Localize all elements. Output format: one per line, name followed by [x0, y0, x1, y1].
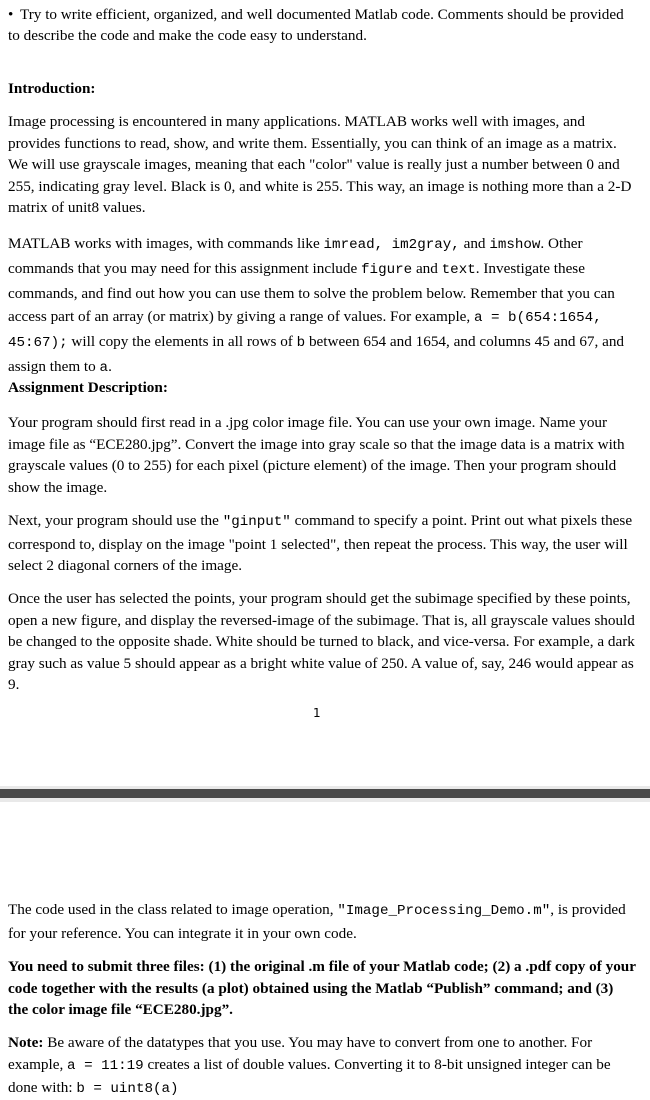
- text-run: The code used in the class related to image operation,: [8, 901, 338, 918]
- note-block: [8, 1032, 636, 1100]
- text-run: will copy the elements in all rows of: [67, 333, 297, 350]
- code-figure: figure: [361, 262, 413, 278]
- text-run: .: [108, 358, 112, 375]
- code-imread-im2gray: imread, im2gray,: [323, 237, 460, 253]
- intro-section: [8, 78, 636, 100]
- text-run: Next, your program should use the: [8, 512, 223, 529]
- assignment-section: [8, 377, 636, 399]
- intro-heading: Introduction:: [8, 80, 96, 97]
- page2-paragraph-1-block: [8, 899, 636, 944]
- bullet-item: [8, 4, 628, 46]
- intro-paragraph-1: Image processing is encountered in many applications. MATLAB works well with images, and provides functions to read, show, and write them. Essentially, you can think of an image as a matrix. We will use grayscale images, meaning that each "color" value is really just a number between 0 and 255, indicating gray level. Black is 0, and white is 255. This way, an image is nothing more than a 2-D matrix of unit8 values.: [8, 113, 632, 216]
- note-paragraph: [8, 1032, 636, 1100]
- assignment-paragraph-1: Your program should first read in a .jpg color image file. You can use your own image. Name your image file as “ECE280.jpg”. Convert the image into gray scale so that the image data is a matrix with grayscale values (0 to 255) for each pixel (picture element) of the image. Then your program should show the image.: [8, 414, 625, 496]
- page-number: 1: [313, 706, 321, 720]
- code-a-range: a = 11:19: [67, 1058, 144, 1074]
- text-run: Be aware of the datatypes that you use. You may have to convert from one to another. For example,: [8, 1034, 593, 1073]
- assignment-heading: Assignment Description:: [8, 379, 168, 396]
- bullet-dot: •: [8, 6, 14, 23]
- assignment-paragraph-1-block: [8, 412, 636, 498]
- code-uint8: b = uint8(a): [76, 1081, 179, 1097]
- page2-paragraph-1: [8, 899, 636, 944]
- code-imshow: imshow: [489, 237, 541, 253]
- page-divider: [0, 786, 650, 802]
- assignment-paragraph-2-block: [8, 510, 636, 577]
- intro-paragraph-2-block: [8, 232, 636, 380]
- code-b: b: [296, 335, 306, 351]
- code-array-slice: a = b(654:1654, 45:67);: [8, 310, 602, 351]
- text-run: , is provided for your reference. You can integrate it in your own code.: [8, 901, 626, 942]
- assignment-paragraph-3-block: [8, 588, 636, 696]
- page-divider-bar: [0, 789, 650, 798]
- bullet-text: Try to write efficient, organized, and well documented Matlab code. Comments should be provided to describe the code and make the code easy to understand.: [8, 6, 624, 44]
- text-run: between 654 and 1654, and columns 45 and 67, and assign them to: [8, 333, 625, 375]
- code-demo-filename: "Image_Processing_Demo.m": [337, 903, 551, 919]
- code-ginput: "ginput": [222, 514, 291, 530]
- text-run: creates a list of double values. Converting it to 8-bit unsigned integer can be done with:: [8, 1056, 611, 1096]
- text-run: . Other commands that you may need for this assignment include: [8, 235, 583, 277]
- page2-paragraph-2-block: [8, 956, 636, 1021]
- text-run: and: [412, 260, 442, 277]
- assignment-paragraph-2: [8, 510, 636, 577]
- text-run: command to specify a point. Print out what pixels these correspond to, display on the image "point 1 selected", then repeat the process. This way, the user will select 2 diagonal corners of the image.: [8, 512, 633, 574]
- assignment-paragraph-3: Once the user has selected the points, your program should get the subimage specified by these points, open a new figure, and display the reversed-image of the subimage. That is, all grayscale values should be changed to the opposite shade. White should be turned to black, and vice-versa. For example, a dark gray such as value 5 should appear as a bright white value of 250. A value of, say, 246 would appear as 9.: [8, 590, 635, 693]
- intro-paragraph-1-block: [8, 111, 636, 219]
- text-run: MATLAB works with images, with commands like: [8, 235, 324, 252]
- page2-paragraph-2: You need to submit three files: (1) the original .m file of your Matlab code; (2) a .pdf copy of your code together with the results (a plot) obtained using the Matlab “Publish” command; and (3) the color image file “ECE280.jpg”.: [8, 958, 636, 1018]
- intro-paragraph-2: [8, 232, 636, 380]
- text-run: . Investigate these commands, and find out how you can use them to solve the problem below. Remember that you can access part of an array (or matrix) by giving a range of values. For example,: [8, 260, 615, 325]
- text-run: and: [459, 235, 490, 252]
- note-label: Note:: [8, 1034, 44, 1051]
- code-text: text: [441, 262, 476, 278]
- code-a: a: [99, 360, 109, 376]
